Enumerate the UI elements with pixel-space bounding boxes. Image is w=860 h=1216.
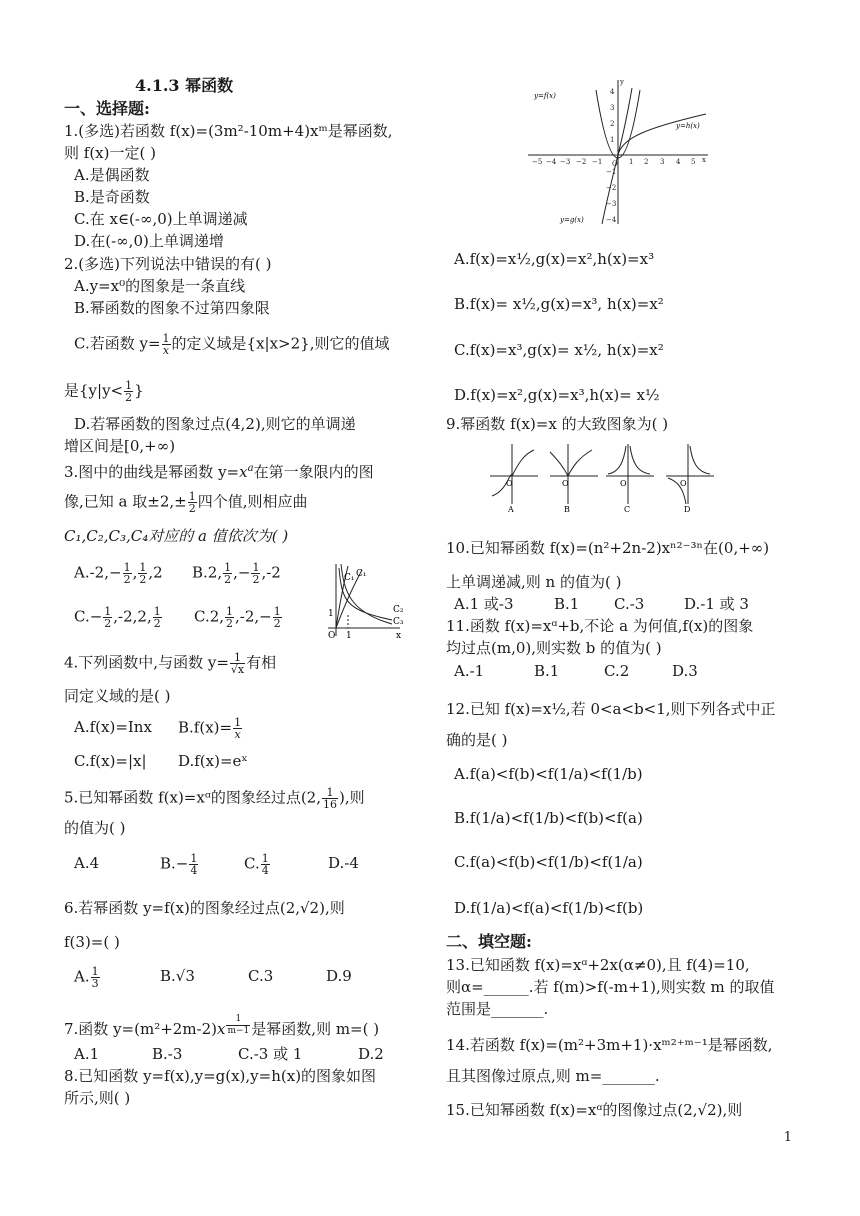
q2-option-b: B.幂函数的图象不过第四象限	[74, 299, 270, 317]
q6-option-a: A. $\frac{1}{3}$	[74, 965, 99, 990]
q9-stem: 9.幂函数 f(x)=x 的大致图象为( )	[446, 415, 669, 433]
label-h: y=h(x)	[676, 122, 700, 130]
q12-option-a: A.f(a)<f(b)<f(1/a)<f(1/b)	[454, 765, 643, 783]
q10-stem-line1: 10.已知幂函数 f(x)=(n²+2n-2)xⁿ²⁻³ⁿ在(0,+∞)	[446, 539, 770, 557]
svg-text:1: 1	[629, 158, 634, 166]
q2-option-c-line2: 是{y|y< $\frac{1}{2}$ }	[64, 379, 144, 404]
q15-line1: 15.已知幂函数 f(x)=xᵅ的图像过点(2,√2),则	[446, 1101, 743, 1119]
svg-text:4: 4	[610, 88, 615, 96]
svg-text:−3: −3	[560, 158, 571, 166]
q12-option-b: B.f(1/a)<f(1/b)<f(b)<f(a)	[454, 809, 643, 827]
q7-option-b: B.-3	[152, 1045, 183, 1063]
q6-stem-line1: 6.若幂函数 y=f(x)的图象经过点(2,√2),则	[64, 899, 345, 917]
label-c1: C₁	[356, 569, 367, 579]
svg-text:O: O	[562, 479, 569, 488]
label-x-one: 1	[346, 631, 352, 640]
q11-option-d: D.3	[672, 662, 698, 680]
q12-option-c: C.f(a)<f(b)<f(1/b)<f(1/a)	[454, 853, 643, 871]
label-g: y=g(x)	[560, 216, 584, 224]
q6-option-b: B.√3	[160, 967, 195, 985]
svg-text:2: 2	[644, 158, 649, 166]
q9-label-d: D	[684, 505, 691, 514]
q5-option-b: B.− $\frac{1}{4}$	[160, 852, 198, 877]
q8-option-b: B.f(x)= x½,g(x)=x³, h(x)=x²	[454, 295, 664, 313]
q6-option-d: D.9	[326, 967, 352, 985]
q4-stem-line2: 同定义域的是( )	[64, 687, 171, 705]
q2-option-d-line2: 增区间是[0,+∞)	[64, 437, 176, 455]
q3-power-curves-figure	[322, 562, 404, 640]
q13-line3: 范围是_______.	[446, 1000, 549, 1018]
q1-option-c: C.在 x∈(-∞,0)上单调递减	[74, 210, 248, 228]
svg-text:1: 1	[610, 136, 615, 144]
svg-text:2: 2	[610, 120, 615, 128]
q7-stem: 7.函数 y=(m²+2m-2)x $^{\frac{1}{m-1}}$ 是幂函数,则 m=( )	[64, 1014, 380, 1038]
label-c3: C₃	[393, 617, 404, 627]
q7-option-c: C.-3 或 1	[238, 1045, 303, 1063]
q8-function-graphs-figure	[526, 76, 714, 226]
q11-option-c: C.2	[604, 662, 630, 680]
q2-option-a: A.y=x⁰的图象是一条直线	[74, 277, 246, 295]
q11-option-a: A.-1	[454, 662, 485, 680]
q1-option-b: B.是奇函数	[74, 188, 150, 206]
q4-option-b: B.f(x)= $\frac{1}{x}$	[178, 716, 242, 741]
q7-option-a: A.1	[74, 1045, 100, 1063]
q8-option-c: C.f(x)=x³,g(x)= x½, h(x)=x²	[454, 341, 664, 359]
svg-text:−2: −2	[576, 158, 587, 166]
label-c4: C₁	[344, 573, 355, 583]
q13-line2: 则α=______.若 f(m)>f(-m+1),则实数 m 的取值	[446, 978, 775, 996]
q10-stem-line2: 上单调递减,则 n 的值为( )	[446, 573, 622, 591]
q3-stem-line2: 像,已知 a 取±2,± $\frac{1}{2}$ 四个值,则相应曲	[64, 490, 308, 515]
q5-stem-line2: 的值为( )	[64, 819, 126, 837]
q4-option-d: D.f(x)=eˣ	[178, 752, 248, 770]
q10-option-d: D.-1 或 3	[684, 595, 749, 613]
q6-stem-line2: f(3)=( )	[64, 933, 120, 951]
svg-text:−3: −3	[606, 200, 617, 208]
svg-text:−1: −1	[592, 158, 603, 166]
q4-stem-line1: 4.下列函数中,与函数 y= $\frac{1}{√x}$ 有相	[64, 651, 277, 676]
svg-text:x: x	[702, 156, 706, 164]
curve-g	[602, 88, 632, 224]
section-heading-choice: 一、选择题:	[64, 99, 150, 118]
q12-stem-line1: 12.已知 f(x)=x½,若 0<a<b<1,则下列各式中正	[446, 700, 776, 718]
q11-stem-line1: 11.函数 f(x)=xᵅ+b,不论 a 为何值,f(x)的图象	[446, 617, 754, 635]
page-title: 4.1.3 幂函数	[135, 76, 234, 95]
q10-option-a: A.1 或-3	[454, 595, 514, 613]
svg-text:5: 5	[691, 158, 696, 166]
q5-stem-line1: 5.已知幂函数 f(x)=xᵅ的图象经过点(2, $\frac{1}{16}$ ),则	[64, 786, 365, 811]
section-heading-fill: 二、填空题:	[446, 932, 532, 951]
svg-text:O: O	[612, 160, 618, 168]
svg-text:−2: −2	[606, 184, 617, 192]
q12-stem-line2: 确的是( )	[446, 731, 508, 749]
q6-option-c: C.3	[248, 967, 274, 985]
q2-option-c-line1: C.若函数 y= $\frac{1}{x}$ 的定义域是{x|x>2},则它的值域	[74, 332, 390, 357]
svg-text:−4: −4	[546, 158, 557, 166]
q4-option-c: C.f(x)=|x|	[74, 752, 147, 770]
q8-stem-line1: 8.已知函数 y=f(x),y=g(x),y=h(x)的图象如图	[64, 1067, 377, 1085]
q3-option-c: C.− $\frac{1}{2}$ ,-2,2, $\frac{1}{2}$	[74, 605, 161, 630]
q10-option-c: C.-3	[614, 595, 645, 613]
q5-option-d: D.-4	[328, 854, 359, 872]
q2-option-d-line1: D.若幂函数的图象过点(4,2),则它的单调递	[74, 415, 356, 433]
svg-text:O: O	[506, 479, 513, 488]
q1-option-d: D.在(-∞,0)上单调递增	[74, 232, 224, 250]
svg-text:4: 4	[676, 158, 681, 166]
q9-label-b: B	[564, 505, 570, 514]
page-number: 1	[783, 1130, 792, 1145]
q8-option-d: D.f(x)=x²,g(x)=x³,h(x)= x½	[454, 386, 660, 404]
svg-text:−5: −5	[532, 158, 543, 166]
q14-line2: 且其图像过原点,则 m=_______.	[446, 1067, 660, 1085]
q1-stem-line1: 1.(多选)若函数 f(x)=(3m²-10m+4)xᵐ是幂函数,	[64, 122, 393, 140]
q3-option-b: B.2, $\frac{1}{2}$ ,− $\frac{1}{2}$ ,-2	[192, 561, 281, 586]
q11-option-b: B.1	[534, 662, 560, 680]
label-c2: C₂	[393, 605, 404, 615]
fraction-1-over-2: $\frac{1}{2}$	[125, 379, 133, 404]
q9-graph-options-figure	[488, 440, 728, 514]
q3-stem-line3: C₁,C₂,C₃,C₄对应的 a 值依次为( )	[64, 527, 289, 545]
label-x-axis: x	[396, 631, 402, 640]
q9-label-c: C	[624, 505, 631, 514]
svg-text:3: 3	[610, 104, 615, 112]
q5-option-a: A.4	[74, 854, 100, 872]
q10-option-b: B.1	[554, 595, 580, 613]
q13-line1: 13.已知函数 f(x)=xᵅ+2x(α≠0),且 f(4)=10,	[446, 956, 750, 974]
q9-label-a: A	[508, 505, 514, 514]
q2-stem: 2.(多选)下列说法中错误的有( )	[64, 255, 272, 273]
svg-text:O: O	[620, 479, 627, 488]
svg-text:y: y	[620, 78, 624, 86]
label-f: y=f(x)	[534, 92, 556, 100]
q12-option-d: D.f(1/a)<f(a)<f(1/b)<f(b)	[454, 899, 644, 917]
q3-option-a: A.-2,− $\frac{1}{2}$ , $\frac{1}{2}$ ,2	[74, 561, 163, 586]
svg-text:O: O	[680, 479, 687, 488]
label-y-one: 1	[328, 609, 334, 619]
q1-option-a: A.是偶函数	[74, 166, 150, 184]
q14-line1: 14.若函数 f(x)=(m²+3m+1)·xᵐ²⁺ᵐ⁻¹是幂函数,	[446, 1036, 773, 1054]
svg-text:3: 3	[660, 158, 665, 166]
label-origin: O	[328, 631, 336, 640]
fraction-1-over-x: $\frac{1}{x}$	[162, 332, 170, 357]
q8-stem-line2: 所示,则( )	[64, 1089, 131, 1107]
q3-stem-line1: 3.图中的曲线是幂函数 $y=x^a$在第一象限内的图	[64, 463, 374, 481]
q7-option-d: D.2	[358, 1045, 384, 1063]
q1-stem-line2: 则 f(x)一定( )	[64, 144, 156, 162]
q5-option-c: C. $\frac{1}{4}$	[244, 852, 269, 877]
svg-text:−1: −1	[606, 168, 617, 176]
svg-text:−4: −4	[606, 216, 617, 224]
math-x-power-a: $x^a$	[239, 463, 254, 481]
q3-option-d: C.2, $\frac{1}{2}$ ,-2,− $\frac{1}{2}$	[194, 605, 281, 630]
q8-option-a: A.f(x)=x½,g(x)=x²,h(x)=x³	[454, 250, 655, 268]
q11-stem-line2: 均过点(m,0),则实数 b 的值为( )	[446, 639, 662, 657]
q4-option-a: A.f(x)=Inx	[74, 718, 152, 736]
